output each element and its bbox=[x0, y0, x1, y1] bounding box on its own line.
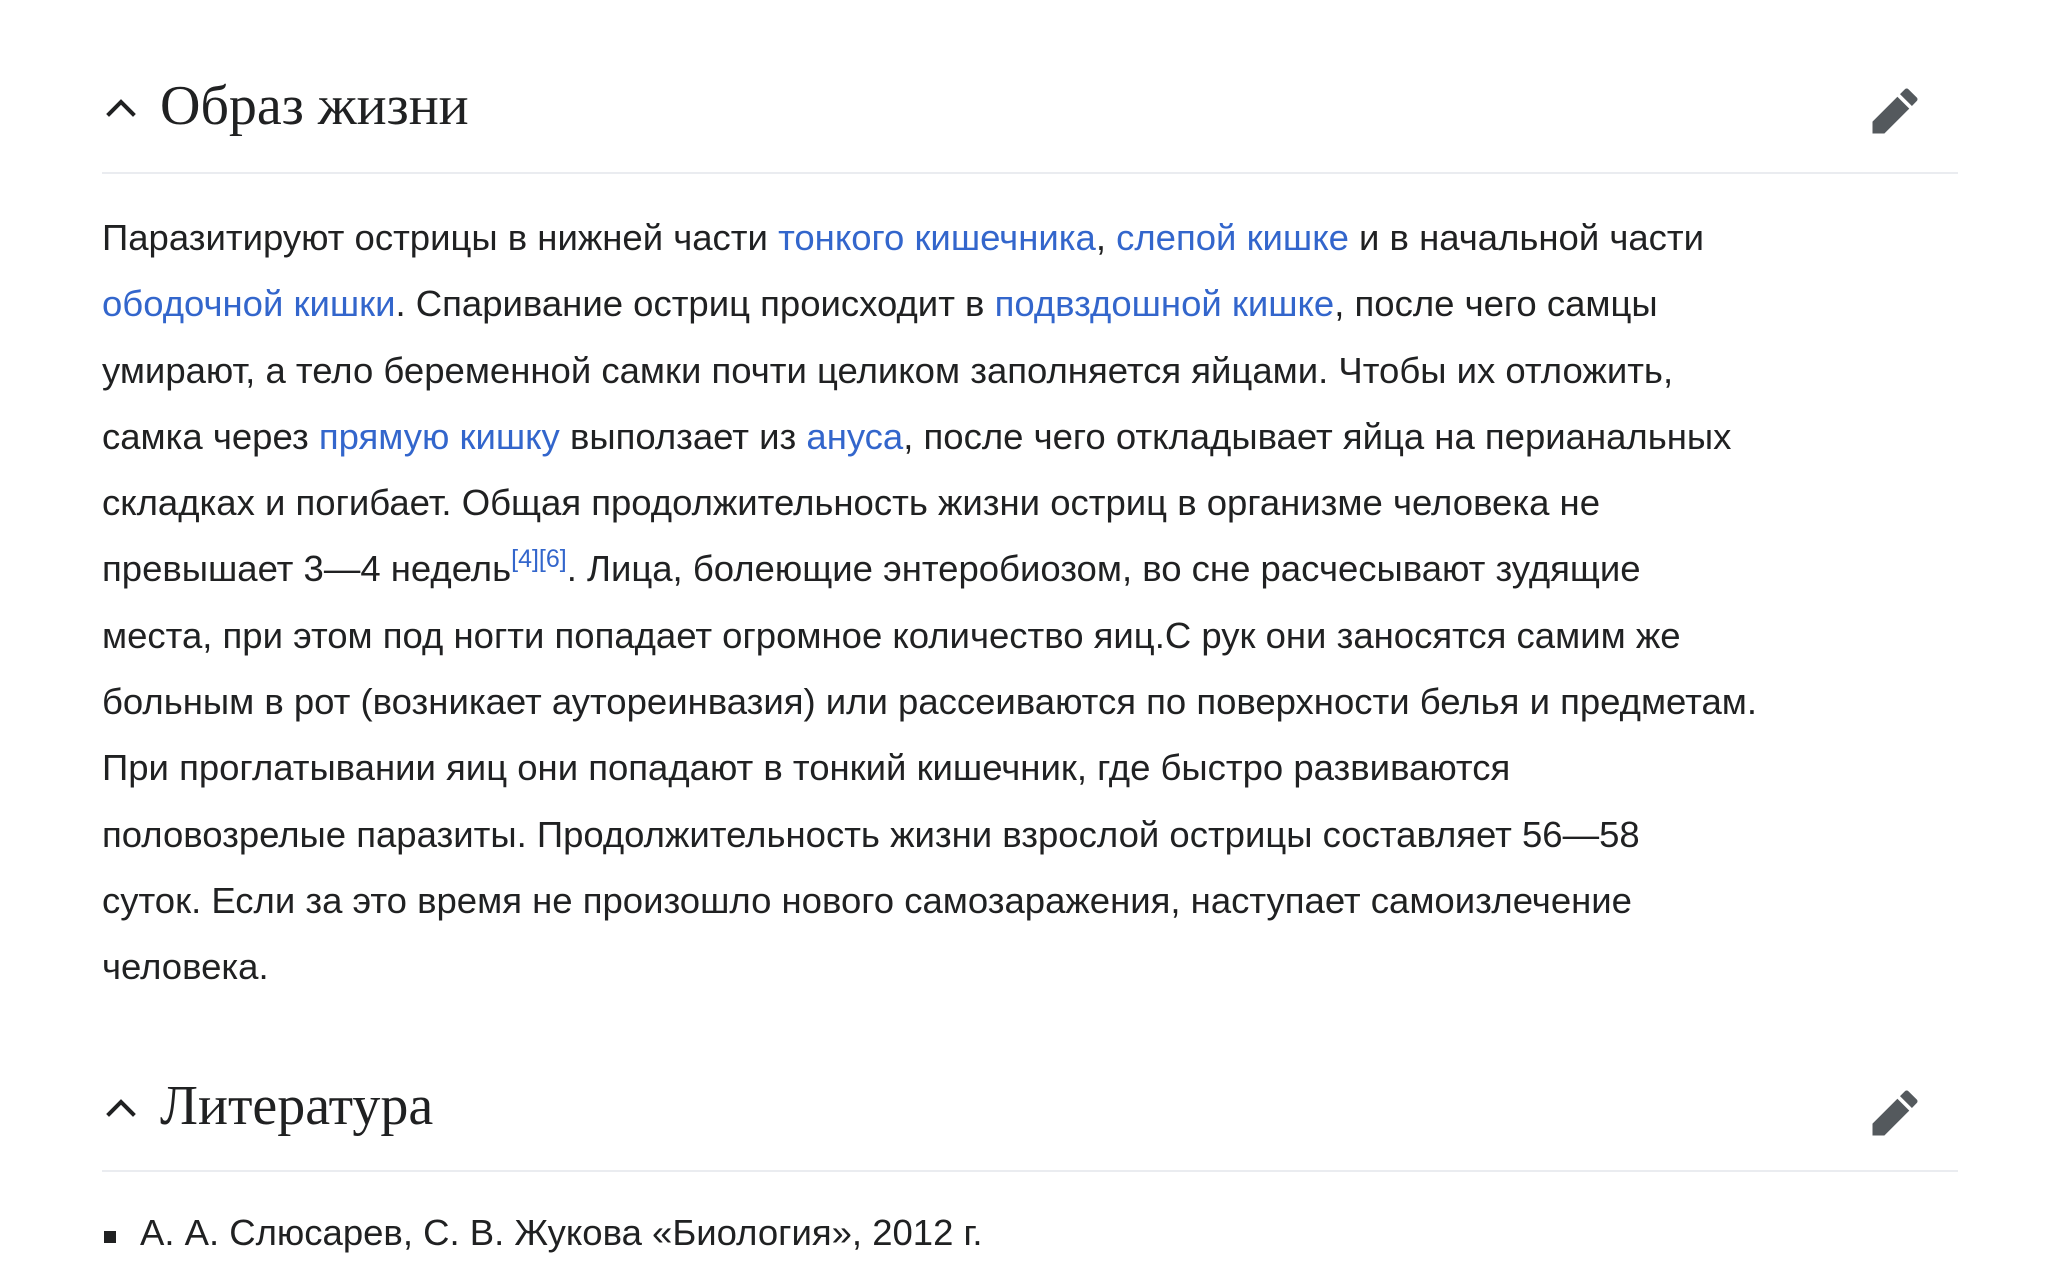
literature-list bbox=[102, 1212, 983, 1253]
text-line: ободочной кишки. Спаривание остриц происходит в подвздошной кишке, после чего самцы bbox=[102, 283, 1658, 325]
text-line: При проглатывании яиц они попадают в тонкий кишечник, где быстро развиваются bbox=[102, 747, 1511, 789]
pencil-icon[interactable] bbox=[1870, 1088, 1920, 1138]
reference-link-6[interactable]: [6] bbox=[538, 545, 567, 574]
pencil-icon[interactable] bbox=[1870, 86, 1920, 136]
text-line: места, при этом под ногти попадает огромное количество яиц.С рук они заносятся самим же bbox=[102, 614, 1681, 656]
bullet-square-icon bbox=[104, 1231, 116, 1243]
lifestyle-paragraph bbox=[102, 205, 1962, 1001]
text-line: превышает 3—4 недель[4][6]. Лица, болеющие энтеробиозом, во сне расчесывают зудящие bbox=[102, 545, 1641, 590]
link-anus[interactable]: ануса bbox=[806, 415, 904, 457]
text-line: половозрелые паразиты. Продолжительность жизни взрослой острицы составляет 56—58 bbox=[102, 813, 1640, 855]
text-line: больным в рот (возникает аутореинвазия) или рассеиваются по поверхности белья и предметам. bbox=[102, 681, 1757, 723]
chevron-up-icon[interactable] bbox=[104, 1090, 138, 1124]
link-cecum[interactable]: слепой кишке bbox=[1116, 217, 1349, 258]
text-line: самка через прямую кишку выползает из ануса, после чего откладывает яйца на перианальных bbox=[102, 415, 1732, 457]
section-title: Образ жизни bbox=[160, 75, 469, 137]
text-line: суток. Если за это время не произошло нового самозаражения, наступает самоизлечение bbox=[102, 879, 1632, 921]
literature-entry: А. А. Слюсарев, С. В. Жукова «Биология», 2012 г. bbox=[140, 1212, 983, 1253]
link-colon[interactable]: ободочной кишки bbox=[102, 283, 396, 325]
link-small-intestine[interactable]: тонкого кишечника bbox=[778, 217, 1096, 258]
text-line: складках и погибает. Общая продолжительность жизни остриц в организме человека не bbox=[102, 482, 1601, 524]
reference-link-4[interactable]: [4] bbox=[511, 545, 539, 574]
link-rectum[interactable]: прямую кишку bbox=[318, 415, 560, 457]
text-line: человека. bbox=[102, 946, 269, 988]
section-header-lifestyle[interactable] bbox=[102, 72, 1958, 174]
chevron-up-icon[interactable] bbox=[104, 90, 138, 124]
link-ileum[interactable]: подвздошной кишке bbox=[994, 283, 1335, 325]
list-item bbox=[102, 1212, 983, 1253]
section-header-literature[interactable] bbox=[102, 1074, 1958, 1172]
section-title: Литература bbox=[160, 1075, 434, 1137]
text-line: умирают, а тело беременной самки почти целиком заполняется яйцами. Чтобы их отложить, bbox=[102, 349, 1674, 391]
text-line: Паразитируют острицы в нижней части тонкого кишечника, слепой кишке и в начальной части bbox=[102, 217, 1705, 258]
